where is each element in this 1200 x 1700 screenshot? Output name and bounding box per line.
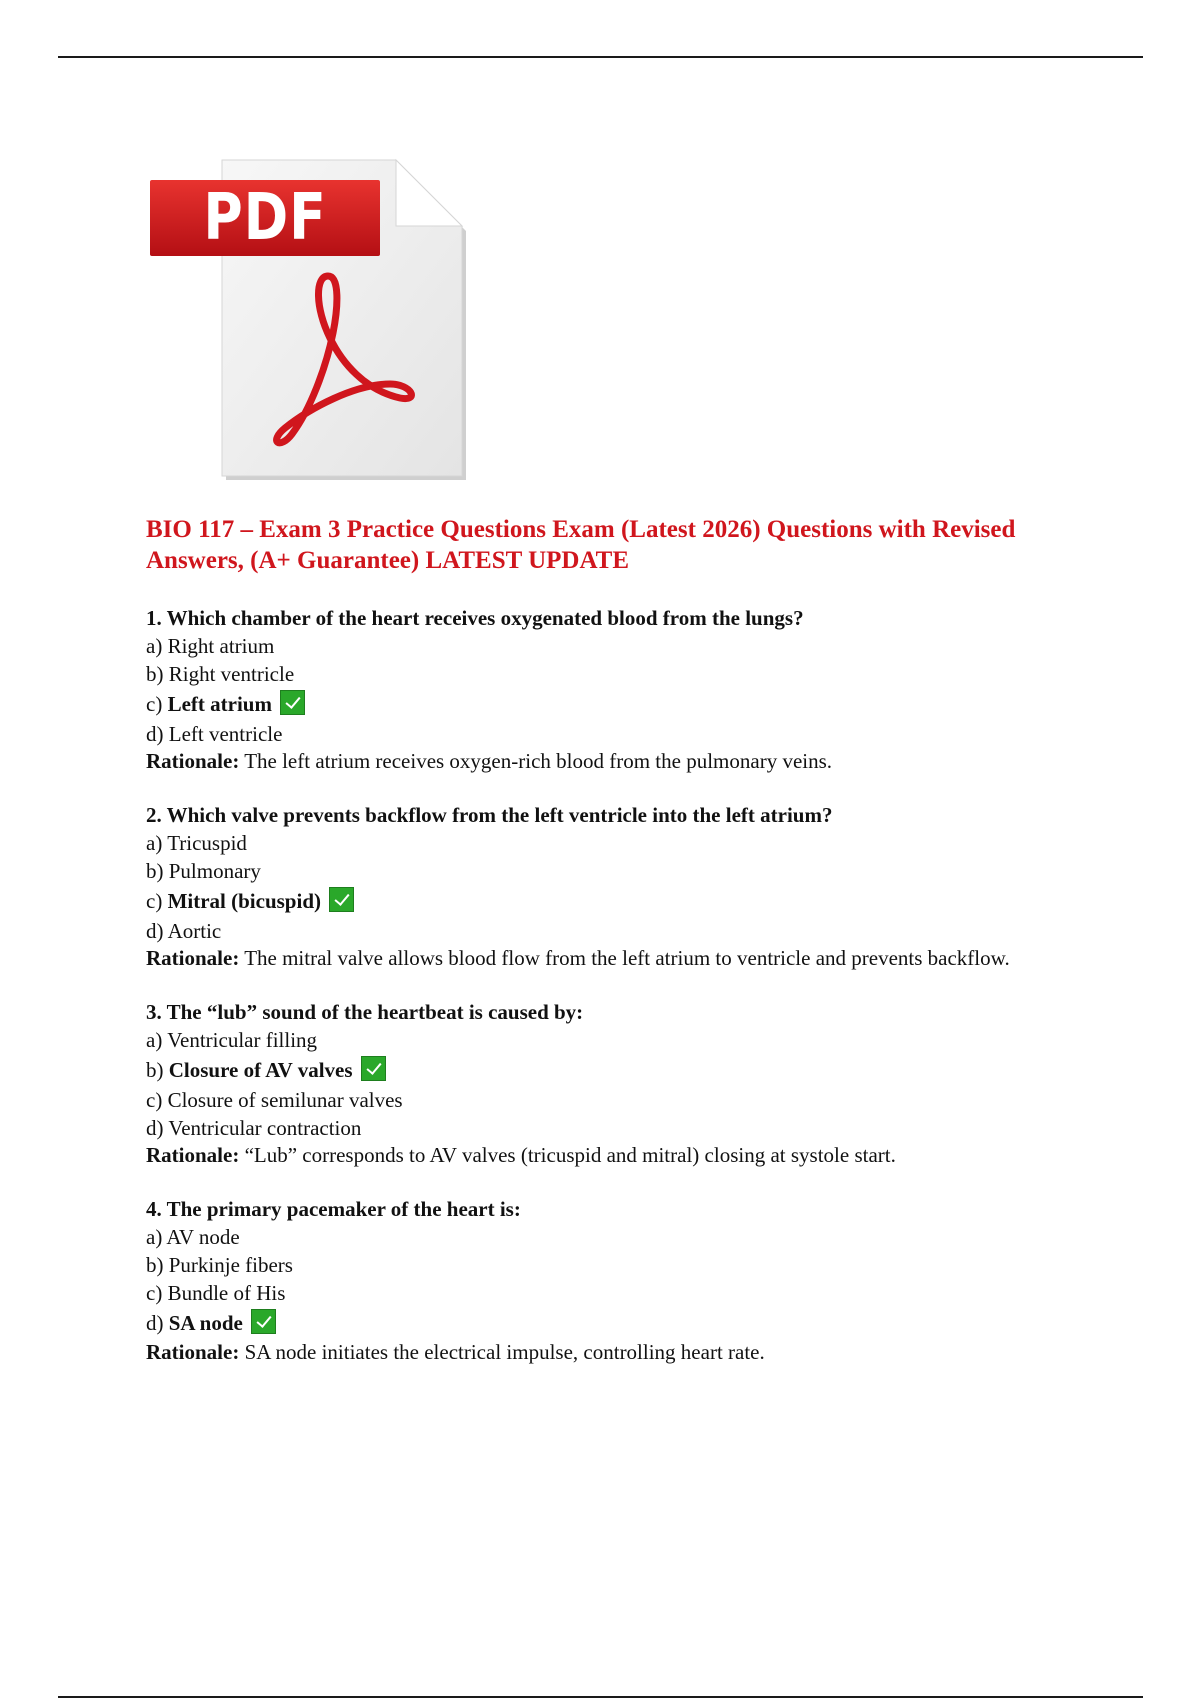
option-letter: c) [146,1281,168,1305]
option-letter: b) [146,1058,169,1082]
answer-option [146,1279,1096,1307]
option-letter: a) [146,1225,167,1249]
option-text: Aortic [167,919,222,943]
option-letter: b) [146,859,169,883]
rationale-text: The left atrium receives oxygen-rich blood from the pulmonary veins. [244,749,833,773]
check-mark-icon [361,1056,386,1081]
option-text: Pulmonary [168,859,261,883]
answer-option-correct [146,1054,1096,1086]
question-text: 3. The “lub” sound of the heartbeat is caused by: [146,1000,584,1024]
question-list [146,604,1096,1392]
option-text: Right atrium [167,634,275,658]
rationale [146,945,1096,971]
option-text: Bundle of His [167,1281,286,1305]
question-block [146,998,1096,1168]
rationale-text: The mitral valve allows blood flow from the left atrium to ventricle and prevents backflow. [244,946,1010,970]
rationale [146,748,1096,774]
rationale-text: SA node initiates the electrical impulse, controlling heart rate. [244,1340,765,1364]
option-text: Tricuspid [167,831,247,855]
option-text: Ventricular filling [167,1028,318,1052]
option-letter: c) [146,1088,168,1112]
answer-option [146,829,1096,857]
option-letter: a) [146,831,168,855]
answer-option-correct [146,1307,1096,1339]
option-letter: d) [146,919,168,943]
answer-option [146,1223,1096,1251]
question-block [146,604,1096,774]
question-text: 2. Which valve prevents backflow from the left ventricle into the left atrium? [146,803,833,827]
rationale-text: “Lub” corresponds to AV valves (tricuspid and mitral) closing at systole start. [244,1143,896,1167]
option-text: Left ventricle [168,722,283,746]
option-letter: c) [146,692,168,716]
answer-option [146,1114,1096,1142]
option-letter: b) [146,1253,169,1277]
option-text: Mitral (bicuspid) [167,889,321,913]
check-mark-icon [329,887,354,912]
option-text: Closure of semilunar valves [167,1088,403,1112]
answer-option [146,1086,1096,1114]
option-text: Left atrium [167,692,272,716]
option-text: SA node [168,1311,243,1335]
top-rule [58,56,1143,58]
answer-option [146,857,1096,885]
option-letter: d) [146,1116,169,1140]
option-letter: d) [146,1311,169,1335]
bottom-rule [58,1696,1143,1698]
answer-option [146,632,1096,660]
check-mark-icon [251,1309,276,1334]
rationale [146,1142,1096,1168]
option-text: Closure of AV valves [168,1058,353,1082]
rationale [146,1339,1096,1365]
rationale-label: Rationale: [146,946,240,970]
answer-option-correct [146,688,1096,720]
pdf-badge-label: PDF [203,181,327,255]
answer-option [146,720,1096,748]
pdf-file-icon [150,158,470,480]
option-letter: d) [146,722,169,746]
question-block [146,801,1096,971]
question-block [146,1195,1096,1365]
rationale-label: Rationale: [146,1143,240,1167]
option-letter: a) [146,634,168,658]
rationale-label: Rationale: [146,749,240,773]
question-text: 4. The primary pacemaker of the heart is: [146,1197,521,1221]
rationale-label: Rationale: [146,1340,240,1364]
option-text: Ventricular contraction [168,1116,362,1140]
answer-option [146,1251,1096,1279]
option-text: Purkinje fibers [168,1253,293,1277]
option-letter: a) [146,1028,168,1052]
answer-option [146,660,1096,688]
option-text: AV node [166,1225,240,1249]
answer-option-correct [146,885,1096,917]
option-letter: c) [146,889,168,913]
option-letter: b) [146,662,169,686]
answer-option [146,917,1096,945]
option-text: Right ventricle [168,662,295,686]
answer-option [146,1026,1096,1054]
question-text: 1. Which chamber of the heart receives oxygenated blood from the lungs? [146,606,804,630]
check-mark-icon [280,690,305,715]
document-title: BIO 117 – Exam 3 Practice Questions Exam (Latest 2026) Questions with Revised Answers, (A+ Guarantee) LATEST UPDATE [146,516,1016,574]
